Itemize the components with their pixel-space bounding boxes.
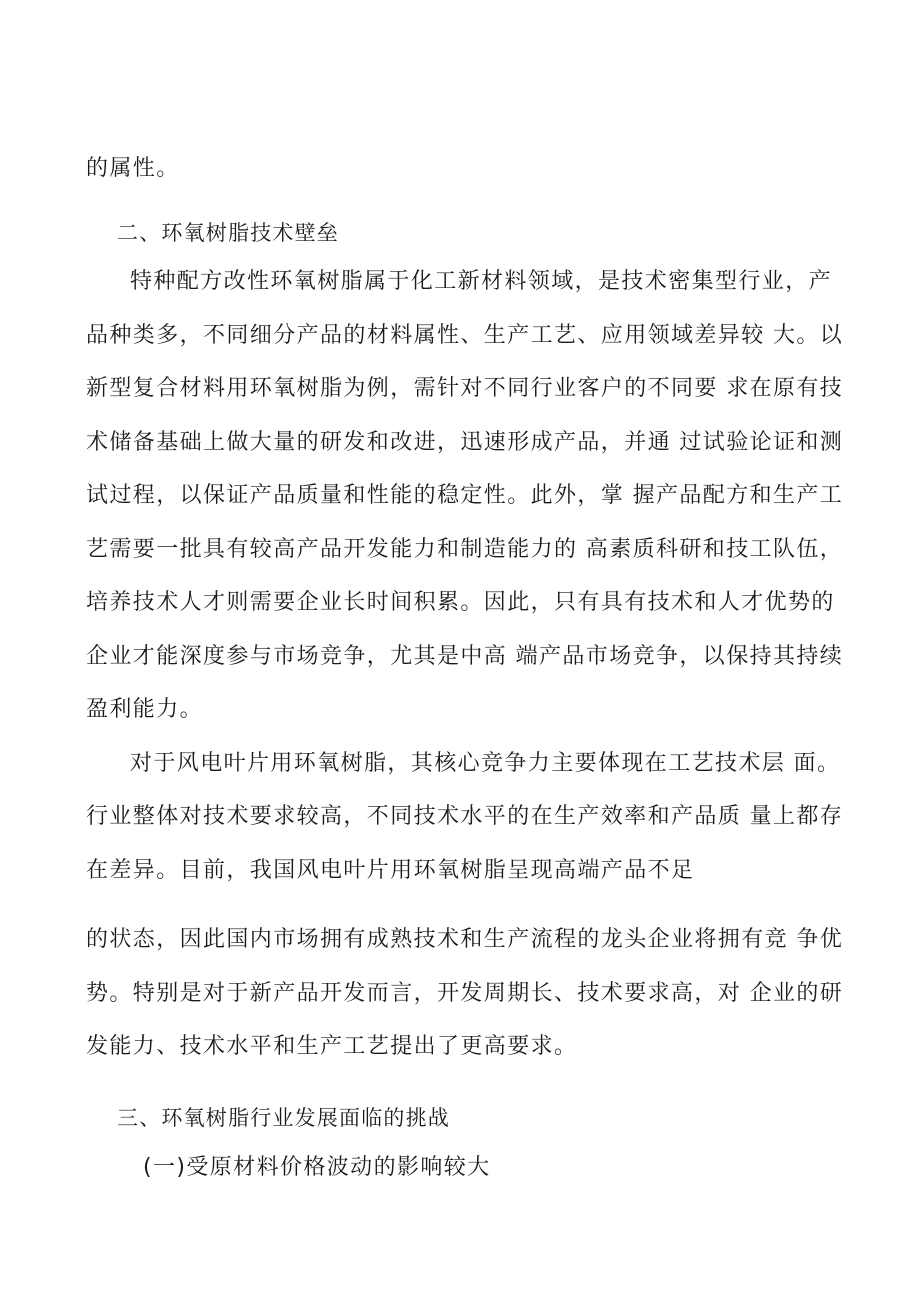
intro-tail-text: 的属性。 bbox=[86, 156, 180, 181]
paragraph-line: 企业才能深度参与市场竞争，尤其是中高 端产品市场竞争，以保持其持续 bbox=[86, 644, 844, 669]
section-3-heading: 三、环氧树脂行业发展面临的挑战 bbox=[117, 1106, 450, 1130]
paragraph-line: 势。特别是对于新产品开发而言，开发周期长、技术要求高，对 企业的研 bbox=[86, 981, 844, 1006]
paragraph-line: 行业整体对技术要求较高，不同技术水平的在生产效率和产品质 量上都存 bbox=[86, 804, 844, 829]
paragraph-line: 盈利能力。 bbox=[86, 697, 204, 722]
paragraph-line: 培养技术人才则需要企业长时间积累。因此，只有具有技术和人才优势的 bbox=[86, 590, 835, 615]
paragraph-line: 发能力、技术水平和生产工艺提出了更高要求。 bbox=[86, 1034, 578, 1059]
paragraph-line: 试过程，以保证产品质量和性能的稳定性。此外，掌 握产品配方和生产工 bbox=[86, 483, 844, 508]
section-3-subheading: (一)受原材料价格波动的影响较大 bbox=[143, 1155, 491, 1180]
paragraph-line: 的状态，因此国内市场拥有成熟技术和生产流程的龙头企业将拥有竞 争优 bbox=[86, 927, 844, 952]
paragraph-line: 艺需要一批具有较高产品开发能力和制造能力的 高素质科研和技工队伍， bbox=[86, 537, 844, 562]
paragraph-line: 在差异。目前，我国风电叶片用环氧树脂呈现高端产品不足 bbox=[86, 858, 695, 883]
paragraph-line: 对于风电叶片用环氧树脂，其核心竞争力主要体现在工艺技术层 面。 bbox=[130, 751, 841, 776]
paragraph-line: 新型复合材料用环氧树脂为例，需针对不同行业客户的不同要 求在原有技 bbox=[86, 376, 844, 401]
section-2-heading: 二、环氧树脂技术壁垒 bbox=[117, 221, 339, 245]
paragraph-line: 特种配方改性环氧树脂属于化工新材料领域，是技术密集型行业，产 bbox=[130, 269, 833, 294]
paragraph-line: 品种类多，不同细分产品的材料属性、生产工艺、应用领域差异较 大。以 bbox=[86, 323, 844, 348]
paragraph-line: 术储备基础上做大量的研发和改进，迅速形成产品，并通 过试验论证和测 bbox=[86, 430, 844, 455]
